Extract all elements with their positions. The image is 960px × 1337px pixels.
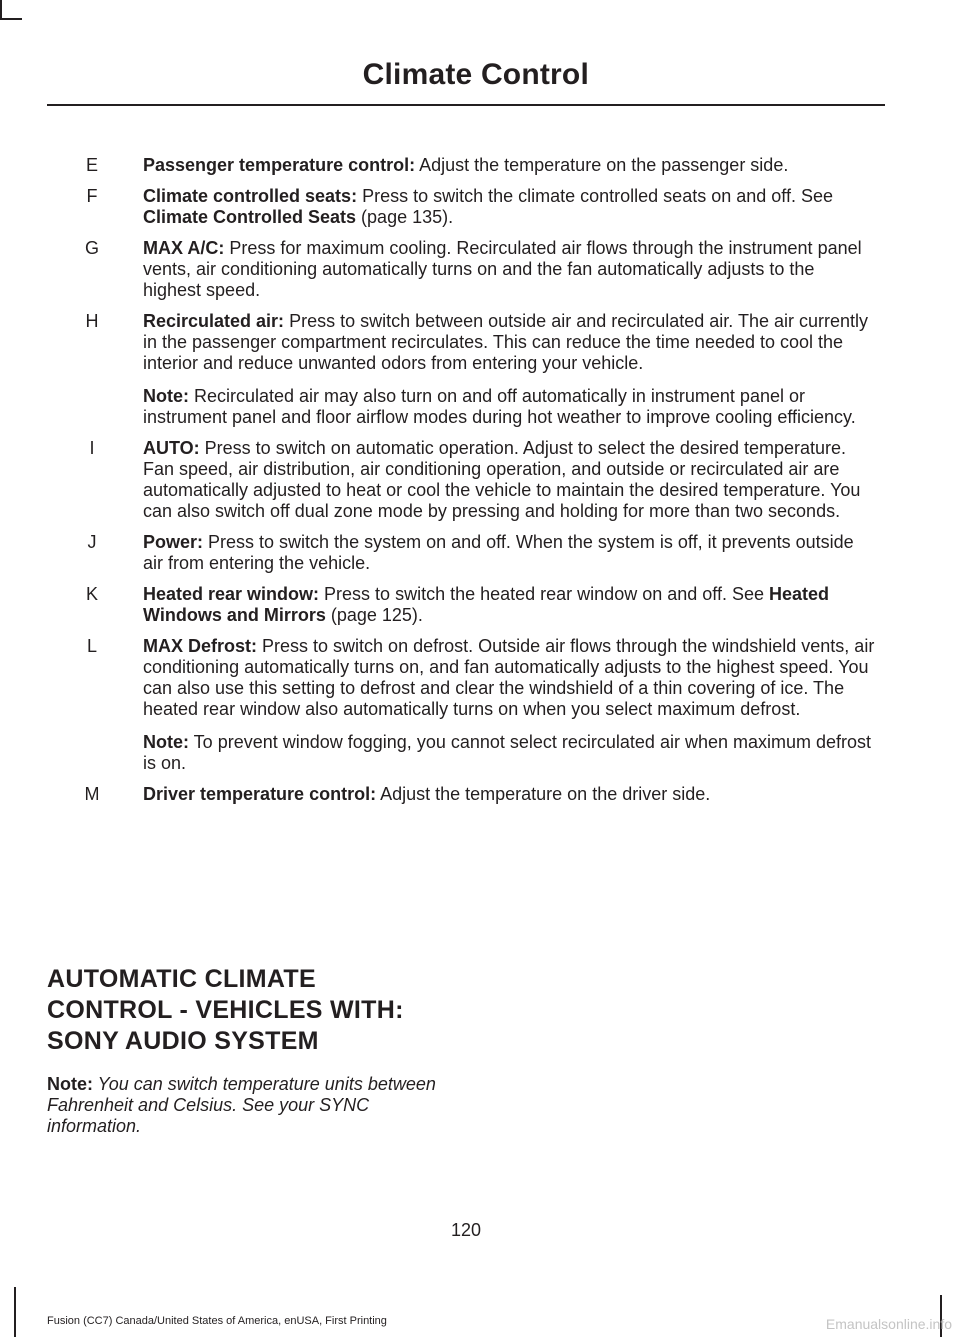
item-letter: G — [84, 238, 99, 258]
list-item — [0, 438, 960, 522]
crop-mark — [14, 1287, 16, 1337]
header-rule — [47, 104, 885, 106]
item-note — [143, 386, 875, 428]
item-description — [143, 532, 875, 574]
watermark: Emanualsonline.info — [825, 1316, 952, 1332]
section-heading — [47, 964, 467, 1057]
list-item — [0, 784, 960, 805]
note-label: Note: — [47, 1074, 93, 1094]
list-item — [0, 584, 960, 626]
item-label: Heated rear window: — [143, 584, 320, 604]
item-label: Recirculated air: — [143, 311, 285, 331]
item-label: AUTO: — [143, 438, 200, 458]
item-description — [143, 784, 875, 805]
list-item — [0, 186, 960, 228]
page-number: 120 — [450, 1220, 482, 1240]
section-heading-line: CONTROL - VEHICLES WITH: — [47, 996, 404, 1024]
list-item — [0, 238, 960, 301]
item-note — [143, 732, 875, 774]
item-description — [143, 238, 875, 301]
item-label: Driver temperature control: — [143, 784, 377, 804]
item-label: Climate controlled seats: — [143, 186, 358, 206]
item-text: Press to switch between outside air and recirculated air. The air currently in the passenger compartment recirculates. This can reduce the time needed to cool the interior and reduce unwanted odors from entering your vehicle. — [143, 311, 869, 373]
item-label: MAX Defrost: — [143, 636, 258, 656]
item-letter: M — [84, 784, 100, 804]
note-label: Note: — [143, 386, 189, 406]
item-text: Adjust the temperature on the driver side. — [376, 784, 711, 804]
item-letter: E — [85, 155, 98, 175]
item-description — [143, 186, 875, 228]
page-reference: (page 125). — [325, 605, 423, 625]
item-description — [143, 438, 875, 522]
cross-reference-link[interactable]: Climate Controlled Seats — [143, 207, 357, 227]
section-note — [47, 1074, 447, 1137]
crop-mark — [0, 18, 22, 20]
item-letter: K — [85, 584, 98, 604]
item-description — [143, 311, 875, 374]
item-label: Power: — [143, 532, 204, 552]
item-text: Press to switch on defrost. Outside air flows through the windshield vents, air conditioning automatically turns on, and fan automatically adjusts to the highest speed. You can also use this setting to defrost and clear the windshield of a thin covering of ice. The heated rear window also automatically turns on when you select maximum defrost. — [143, 636, 875, 719]
section-heading-line: AUTOMATIC CLIMATE — [47, 965, 316, 993]
item-letter: L — [86, 636, 97, 656]
item-text: Press to switch the heated rear window on and off. See — [319, 584, 769, 604]
item-text: Adjust the temperature on the passenger side. — [415, 155, 789, 175]
note-text: You can switch temperature units between Fahrenheit and Celsius. See your SYNC information. — [47, 1074, 436, 1136]
item-text: Press to switch on automatic operation. Adjust to select the desired temperature. Fan speed, air distribution, air conditioning operation, and outside or recirculated air are automatically adjusted to heat or cool the vehicle to maintain the desired temperature. You can also switch off dual zone mode by pressing and holding for more than two seconds. — [143, 438, 861, 521]
item-label: Passenger temperature control: — [143, 155, 416, 175]
list-item — [0, 155, 960, 176]
cross-reference-link[interactable]: Heated Windows and Mirrors — [143, 584, 830, 625]
item-letter: J — [87, 532, 97, 552]
list-item — [0, 532, 960, 574]
item-letter: H — [85, 311, 99, 331]
page-reference: (page 135). — [356, 207, 454, 227]
item-description — [143, 155, 875, 176]
note-label: Note: — [143, 732, 189, 752]
item-text: Press to switch the climate controlled seats on and off. See — [357, 186, 833, 206]
note-text: Recirculated air may also turn on and off automatically in instrument panel or instrument panel and floor airflow modes during hot weather to improve cooling efficiency. — [143, 386, 856, 427]
item-label: MAX A/C: — [143, 238, 225, 258]
crop-mark — [0, 0, 2, 20]
list-item — [0, 636, 960, 774]
item-text: Press for maximum cooling. Recirculated air flows through the instrument panel vents, air conditioning automatically turns on and the fan automatically adjusts to the highest speed. — [143, 238, 862, 300]
item-letter: F — [86, 186, 98, 206]
footer-text: Fusion (CC7) Canada/United States of America, enUSA, First Printing — [47, 1315, 387, 1327]
item-text: Press to switch the system on and off. When the system is off, it prevents outside air from entering the vehicle. — [143, 532, 854, 573]
item-description — [143, 636, 875, 720]
item-letter: I — [89, 438, 95, 458]
page-title: Climate Control — [362, 58, 589, 91]
control-list — [0, 155, 960, 815]
note-text: To prevent window fogging, you cannot select recirculated air when maximum defrost is on. — [143, 732, 872, 773]
section-heading-line: SONY AUDIO SYSTEM — [47, 1027, 319, 1055]
item-description — [143, 584, 875, 626]
list-item — [0, 311, 960, 428]
